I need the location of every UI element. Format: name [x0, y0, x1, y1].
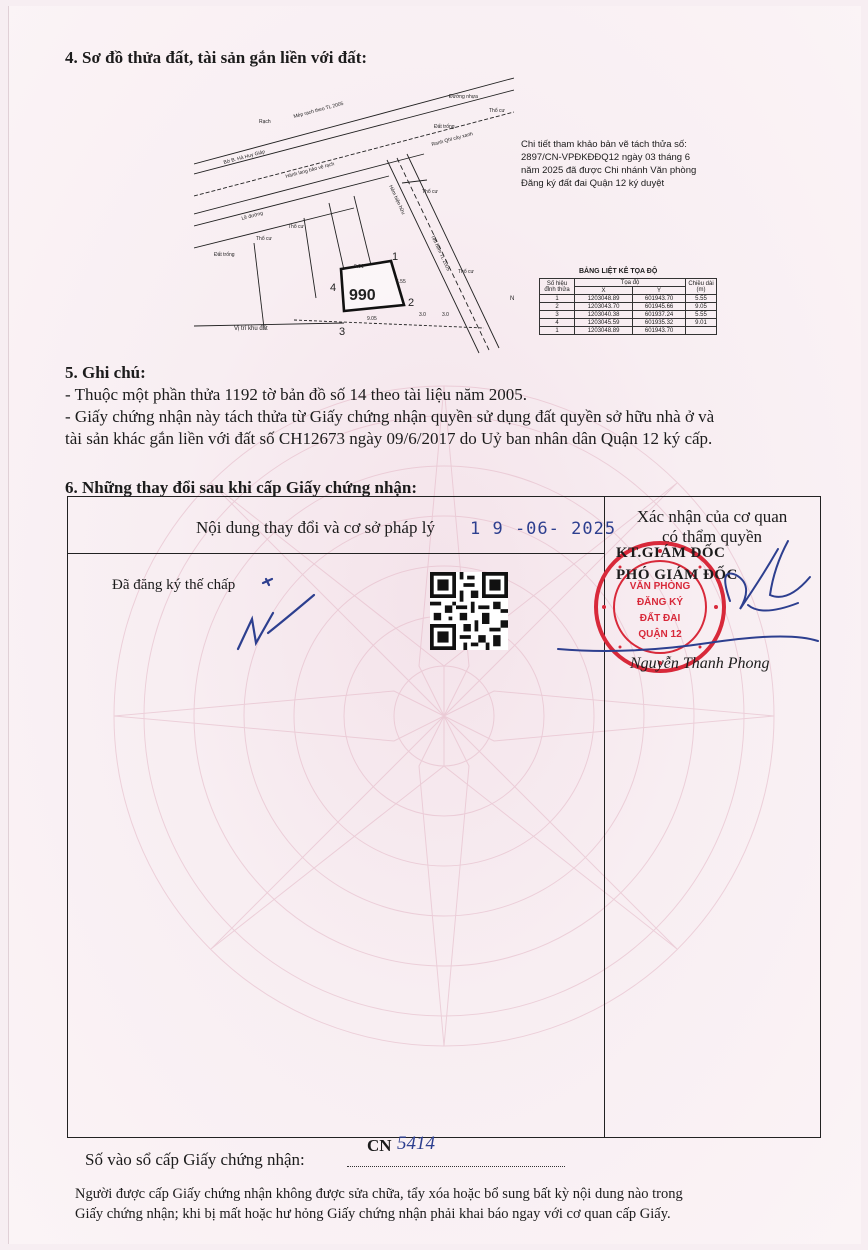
warning-line: Người được cấp Giấy chứng nhận không được sửa chữa, tẩy xóa hoặc bổ sung bất kỳ nội dung nào trong [75, 1186, 683, 1202]
map-label: Bờ B. Hà Huy Giáp [222, 149, 266, 166]
map-label: Đất trống [434, 124, 455, 130]
signer-title-1: KT.GIÁM ĐỐC [616, 545, 726, 561]
register-prefix: CN [367, 1136, 392, 1155]
map-label: Thổ cư [256, 236, 272, 242]
signer-name: Nguyễn Thanh Phong [630, 655, 770, 672]
cell-y: 601937.24 [633, 311, 686, 319]
cell-len: 5.55 [686, 311, 717, 319]
north-label: N [510, 296, 514, 302]
cell-y: 601943.70 [633, 327, 686, 335]
cell-id: 3 [540, 311, 575, 319]
dimension-label: 3.0 [442, 312, 449, 318]
register-dotted-line [347, 1166, 565, 1167]
table-row [540, 295, 717, 303]
seal-line: ĐĂNG KÝ [636, 597, 684, 608]
coordinate-table [539, 278, 717, 335]
cell-len: 9.01 [686, 319, 717, 327]
table-row [540, 311, 717, 319]
map-label: Thổ cư [458, 269, 474, 275]
map-label: Tim hẻm TL 2005 [429, 234, 451, 272]
authority-header-line: Xác nhận của cơ quan [636, 507, 788, 526]
cell-x: 1203048.89 [575, 295, 633, 303]
dimension-label: 9.05 [367, 316, 377, 322]
map-label: Đường nhựa [449, 94, 478, 100]
section5-title: 5. Ghi chú: [65, 363, 146, 382]
col-length: Chiều dài (m) [686, 279, 717, 295]
table-row [540, 303, 717, 311]
official-signature-icon [548, 537, 820, 667]
coordinate-table-title: BẢNG LIỆT KÊ TỌA ĐỘ [579, 268, 658, 275]
cell-x: 1203040.38 [575, 311, 633, 319]
map-label: Hẻm hiện hữu [387, 184, 407, 216]
cell-id: 1 [540, 327, 575, 335]
date-stamp: 1 9 -06- 2025 [470, 519, 617, 539]
cell-x: 1203045.59 [575, 319, 633, 327]
parcel-number: 990 [349, 287, 376, 304]
map-label: Ranh Qhl cây xanh [430, 131, 474, 148]
map-label: Mép rạch theo TL 2005 [292, 100, 345, 120]
warning-notice [75, 1184, 835, 1224]
cell-y: 601943.70 [633, 295, 686, 303]
dimension-label: 9.01 [354, 264, 364, 270]
vertex-label-4: 4 [330, 282, 337, 294]
qr-code-icon [430, 572, 508, 650]
warning-line: Giấy chứng nhận; khi bị mất hoặc hư hỏng Giấy chứng nhận phải khai báo ngay với cơ quan cấp Giấy. [75, 1206, 671, 1222]
note-line: tài sản khác gắn liền với đất số CH12673 ngày 09/6/2017 do Uỷ ban nhân dân Quận 12 ký cấp. [65, 429, 713, 448]
register-label: Số vào sổ cấp Giấy chứng nhận: [85, 1150, 305, 1169]
map-label: Thổ cư [288, 224, 304, 230]
cell-len: 5.55 [686, 295, 717, 303]
map-label: Thổ cư [422, 189, 438, 195]
initials-signature-icon [228, 577, 328, 657]
note-line: - Thuộc một phần thửa 1192 tờ bản đồ số 14 theo tài liệu năm 2005. [65, 385, 528, 404]
table-row [540, 319, 717, 327]
north-arrow-icon [510, 228, 514, 302]
table-row [540, 327, 717, 335]
cell-y: 601935.32 [633, 319, 686, 327]
cell-id: 4 [540, 319, 575, 327]
col-y: Y [633, 287, 686, 295]
certificate-page [8, 6, 861, 1244]
cell-id: 2 [540, 303, 575, 311]
mortgage-entry: Đã đăng ký thế chấp [112, 577, 236, 593]
seal-line: ĐẤT ĐAI [639, 613, 681, 624]
map-label: Vị trí khu đất [234, 326, 268, 332]
register-number: 5414 [397, 1133, 435, 1154]
vertex-label-1: 1 [392, 251, 399, 263]
cell-id: 1 [540, 295, 575, 303]
col-coord: Tọa độ [575, 279, 686, 287]
map-label: Lề đường [240, 210, 264, 222]
cell-y: 601945.66 [633, 303, 686, 311]
cell-len: 9.05 [686, 303, 717, 311]
vertex-label-3: 3 [339, 326, 346, 338]
signer-title-2: PHÓ GIÁM ĐỐC [616, 567, 738, 583]
col-x: X [575, 287, 633, 295]
authority-header-line: có thẩm quyền [661, 527, 763, 546]
cell-len [686, 327, 717, 335]
map-label: Hành lang bảo vệ rạch [284, 161, 336, 180]
changes-table [67, 496, 821, 1138]
table-divider [68, 553, 604, 554]
col-vertex: Số hiệu đỉnh thửa [540, 279, 575, 295]
cell-x: 1203043.70 [575, 303, 633, 311]
vertex-label-2: 2 [408, 297, 415, 309]
section6-title: 6. Những thay đổi sau khi cấp Giấy chứng nhận: [65, 478, 418, 497]
land-parcel-map [194, 68, 514, 358]
note-line: - Giấy chứng nhận này tách thửa từ Giấy chứng nhận quyền sử dụng đất quyền sở hữu nhà ở và [65, 407, 715, 426]
dimension-label: 5.55 [396, 279, 406, 285]
map-label-rach: Rạch [259, 119, 271, 125]
cell-x: 1203048.89 [575, 327, 633, 335]
seal-line: VĂN PHÒNG [629, 581, 691, 592]
dimension-label: 3.0 [419, 312, 426, 318]
seal-line: QUẬN 12 [638, 629, 682, 640]
map-label: Đất trống [214, 252, 235, 258]
section4-title: 4. Sơ đồ thửa đất, tài sản gắn liền với đất: [65, 48, 368, 67]
changes-column-header: Nội dung thay đổi và cơ sở pháp lý [196, 518, 435, 537]
reference-note: Chi tiết tham khảo bản vẽ tách thửa số: 2897/CN-VPĐKĐĐQ12 ngày 03 tháng 6 năm 2025 đã được Chi nhánh Văn phòng Đăng ký đất đai Quận 12 ký duyệt [521, 139, 697, 189]
section5-notes [65, 384, 845, 450]
map-label: Thổ cư [489, 108, 505, 114]
